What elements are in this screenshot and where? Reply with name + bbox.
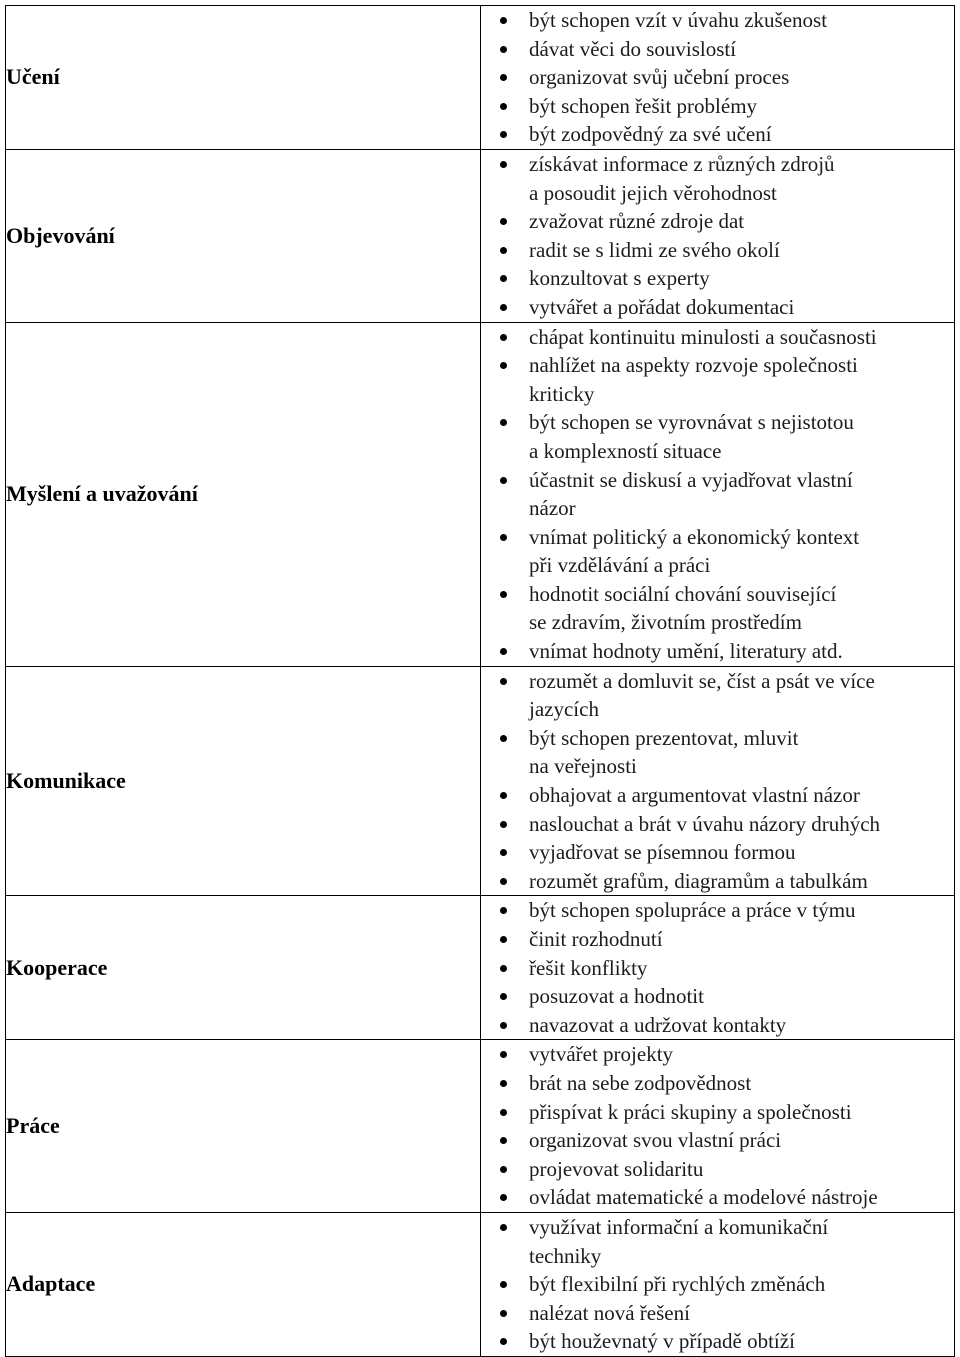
list-item-text: být schopen prezentovat, mluvit <box>529 725 799 750</box>
category-label: Učení <box>6 6 481 150</box>
list-item-text: brát na sebe zodpovědnost <box>529 1070 752 1095</box>
list-item-text: vnímat hodnoty umění, literatury atd. <box>529 639 843 664</box>
list-item-text: organizovat svou vlastní práci <box>529 1128 782 1153</box>
list-item <box>481 982 954 1011</box>
list-item-text: být schopen spolupráce a práce v týmu <box>529 898 856 923</box>
list-item-text: dávat věci do souvislostí <box>529 36 737 61</box>
list-item-text: být schopen se vyrovnávat s nejistotou <box>529 410 854 435</box>
table-row <box>6 1040 955 1213</box>
list-item-text: ovládat matematické a modelové nástroje <box>529 1185 878 1210</box>
list-item-text: využívat informační a komunikační <box>529 1214 829 1239</box>
list-item <box>481 1213 954 1270</box>
list-item <box>481 925 954 954</box>
list-item <box>481 1155 954 1184</box>
list-item-text: být flexibilní při rychlých změnách <box>529 1272 826 1297</box>
bullet-icon <box>500 131 507 138</box>
list-item-text: být schopen vzít v úvahu zkušenost <box>529 8 828 32</box>
list-item-text: při vzdělávání a práci <box>529 553 711 578</box>
bullet-icon <box>500 878 507 885</box>
list-item-text: nalézat nová řešení <box>529 1300 690 1325</box>
list-item <box>481 351 954 408</box>
list-item <box>481 1299 954 1328</box>
list-item-text: projevovat solidaritu <box>529 1156 704 1181</box>
list-item <box>481 580 954 637</box>
list-item <box>481 92 954 121</box>
bullet-icon <box>500 965 507 972</box>
list-item-text: posuzovat a hodnotit <box>529 984 704 1009</box>
list-item-text: a komplexností situace <box>529 438 722 463</box>
bullet-icon <box>500 477 507 484</box>
bullet-icon <box>500 74 507 81</box>
table-row <box>6 149 955 322</box>
list-item <box>481 954 954 983</box>
category-label: Myšlení a uvažování <box>6 322 481 666</box>
bullet-icon <box>500 591 507 598</box>
list-item-text: kriticky <box>529 381 595 406</box>
bullet-icon <box>500 419 507 426</box>
list-item-text: chápat kontinuitu minulosti a současnosti <box>529 324 877 349</box>
list-item <box>481 724 954 781</box>
category-label: Kooperace <box>6 896 481 1040</box>
competence-table-body <box>6 6 955 1357</box>
list-item-text: nahlížet na aspekty rozvoje společnosti <box>529 353 858 378</box>
list-item-text: získávat informace z různých zdrojů <box>529 151 835 176</box>
list-item <box>481 896 954 925</box>
list-item-text: na veřejnosti <box>529 754 637 779</box>
competence-list-cell <box>481 6 955 150</box>
list-item-text: vyjadřovat se písemnou formou <box>529 840 796 865</box>
competence-list <box>481 323 954 666</box>
bullet-icon <box>500 821 507 828</box>
bullet-icon <box>500 1137 507 1144</box>
list-item-text: naslouchat a brát v úvahu názory druhých <box>529 811 881 836</box>
list-item-text: hodnotit sociální chování související <box>529 581 837 606</box>
bullet-icon <box>500 1310 507 1317</box>
bullet-icon <box>500 334 507 341</box>
list-item <box>481 523 954 580</box>
list-item <box>481 207 954 236</box>
list-item <box>481 466 954 523</box>
bullet-icon <box>500 1224 507 1231</box>
bullet-icon <box>500 1080 507 1087</box>
table-row <box>6 6 955 150</box>
list-item <box>481 323 954 352</box>
bullet-icon <box>500 1166 507 1173</box>
list-item <box>481 236 954 265</box>
competence-list-cell <box>481 1212 955 1356</box>
list-item <box>481 637 954 666</box>
list-item <box>481 1126 954 1155</box>
list-item-text: řešit konflikty <box>529 955 648 980</box>
list-item-text: obhajovat a argumentovat vlastní názor <box>529 783 860 808</box>
list-item <box>481 6 954 35</box>
bullet-icon <box>500 534 507 541</box>
list-item-text: konzultovat s experty <box>529 266 710 291</box>
bullet-icon <box>500 936 507 943</box>
list-item <box>481 1327 954 1356</box>
table-row <box>6 896 955 1040</box>
bullet-icon <box>500 1109 507 1116</box>
list-item <box>481 1098 954 1127</box>
list-item-text: organizovat svůj učební proces <box>529 65 790 90</box>
competence-table <box>5 5 955 1357</box>
list-item-text: navazovat a udržovat kontakty <box>529 1012 787 1037</box>
bullet-icon <box>500 362 507 369</box>
list-item-text: vnímat politický a ekonomický kontext <box>529 524 860 549</box>
list-item <box>481 810 954 839</box>
list-item-text: vytvářet projekty <box>529 1042 674 1067</box>
table-row <box>6 666 955 896</box>
list-item <box>481 408 954 465</box>
bullet-icon <box>500 247 507 254</box>
list-item <box>481 63 954 92</box>
list-item <box>481 667 954 724</box>
table-row <box>6 322 955 666</box>
list-item <box>481 150 954 207</box>
competence-list <box>481 1040 954 1212</box>
list-item-text: se zdravím, životním prostředím <box>529 610 802 635</box>
category-label: Adaptace <box>6 1212 481 1356</box>
list-item <box>481 35 954 64</box>
list-item-text: být houževnatý v případě obtíží <box>529 1329 795 1354</box>
list-item <box>481 1069 954 1098</box>
bullet-icon <box>500 1338 507 1345</box>
bullet-icon <box>500 1022 507 1029</box>
competence-list <box>481 896 954 1039</box>
list-item-text: radit se s lidmi ze svého okolí <box>529 237 780 262</box>
list-item-text: přispívat k práci skupiny a společnosti <box>529 1099 852 1124</box>
list-item <box>481 1183 954 1212</box>
list-item <box>481 867 954 896</box>
list-item-text: činit rozhodnutí <box>529 927 663 951</box>
list-item-text: techniky <box>529 1243 602 1268</box>
bullet-icon <box>500 17 507 24</box>
list-item-text: být schopen řešit problémy <box>529 93 758 118</box>
list-item-text: zvažovat různé zdroje dat <box>529 209 745 234</box>
competence-list-cell <box>481 1040 955 1213</box>
bullet-icon <box>500 993 507 1000</box>
list-item-text: rozumět grafům, diagramům a tabulkám <box>529 868 868 893</box>
competence-list <box>481 667 954 896</box>
list-item-text: jazycích <box>529 697 599 722</box>
competence-list-cell <box>481 322 955 666</box>
list-item-text: účastnit se diskusí a vyjadřovat vlastní <box>529 467 853 492</box>
bullet-icon <box>500 849 507 856</box>
table-row <box>6 1212 955 1356</box>
bullet-icon <box>500 218 507 225</box>
list-item <box>481 293 954 322</box>
category-label: Objevování <box>6 149 481 322</box>
list-item <box>481 1270 954 1299</box>
competence-list <box>481 1213 954 1356</box>
list-item <box>481 781 954 810</box>
category-label: Komunikace <box>6 666 481 896</box>
bullet-icon <box>500 792 507 799</box>
competence-list-cell <box>481 666 955 896</box>
bullet-icon <box>500 103 507 110</box>
list-item-text: rozumět a domluvit se, číst a psát ve více <box>529 668 875 693</box>
list-item-text: vytvářet a pořádat dokumentaci <box>529 294 795 319</box>
list-item <box>481 264 954 293</box>
list-item <box>481 120 954 149</box>
category-label: Práce <box>6 1040 481 1213</box>
competence-list-cell <box>481 896 955 1040</box>
bullet-icon <box>500 1281 507 1288</box>
bullet-icon <box>500 46 507 53</box>
bullet-icon <box>500 275 507 282</box>
competence-list-cell <box>481 149 955 322</box>
list-item-text: být zodpovědný za své učení <box>529 122 772 147</box>
bullet-icon <box>500 678 507 685</box>
bullet-icon <box>500 735 507 742</box>
bullet-icon <box>500 161 507 168</box>
bullet-icon <box>500 1194 507 1201</box>
competence-list <box>481 6 954 149</box>
list-item-text: a posoudit jejich věrohodnost <box>529 180 777 205</box>
bullet-icon <box>500 304 507 311</box>
list-item <box>481 838 954 867</box>
list-item <box>481 1040 954 1069</box>
list-item <box>481 1011 954 1040</box>
bullet-icon <box>500 1051 507 1058</box>
bullet-icon <box>500 907 507 914</box>
competence-list <box>481 150 954 322</box>
list-item-text: názor <box>529 496 576 521</box>
bullet-icon <box>500 648 507 655</box>
